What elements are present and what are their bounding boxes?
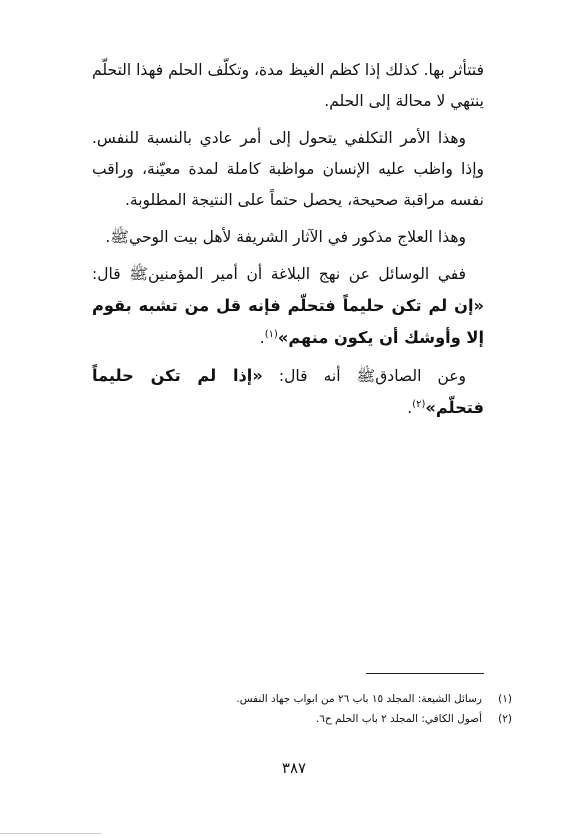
bottom-edge-rule [0,833,102,834]
page-number: ٣٨٧ [281,759,307,777]
footnote-2-text: أصول الكافي: المجلد ٢ باب الحلم ح٦. [315,713,482,725]
footnote-divider [366,673,484,674]
paragraph-4-end: . [259,329,265,347]
footnote-1-text: رسائل الشيعة: المجلد ١٥ باب ٢٦ من ابواب جهاد النفس. [236,693,482,705]
paragraph-2-text: وهذا الأمر التكلفي يتحول إلى أمر عادي بالنسبة للنفس. وإذا واظب عليه الإنسان مواظبة كاملة لمدة معيّنة، وراقب نفسه مراقبة صحيحة، يحصل حتماً على النتيجة المطلوبة. [92,129,484,209]
paragraph-2 [92,123,484,216]
paragraph-1 [92,55,484,117]
paragraph-4-intro: ففي الوسائل عن نهج البلاغة أن أمير المؤمنينﷺ قال: [92,265,466,283]
hadith-quote-2: «إذا لم تكن حليماً فتحلّم» [92,366,484,417]
footnotes [92,689,512,729]
paragraph-3-text: وهذا العلاج مذكور في الآثار الشريفة لأهل بيت الوحيﷺ. [105,228,466,246]
footnote-1-number: (١) [498,693,512,705]
paragraph-3 [92,222,484,253]
footnote-ref-1: (١) [264,328,278,340]
paragraph-4 [92,259,484,354]
footnote-ref-2: (٢) [412,398,426,410]
paragraph-5-end: . [407,399,413,417]
hadith-quote-1: «إن لم تكن حليماً فتحلّم فإنه قل من تشبه بقوم إلا وأوشك أن يكون منهم» [92,296,484,347]
paragraph-5-intro: وعن الصادقﷺ أنه قال: [262,367,466,385]
paragraph-1-text: فتتأثر بها. كذلك إذا كظم الغيظ مدة، وتكلّف الحلم فهذا التحلّم ينتهي لا محالة إلى الحلم. [92,61,484,110]
footnote-2-number: (٢) [498,713,512,725]
footnote-1 [92,689,512,709]
paragraph-5 [92,360,484,424]
footnote-2 [92,709,512,729]
main-text [92,55,484,430]
